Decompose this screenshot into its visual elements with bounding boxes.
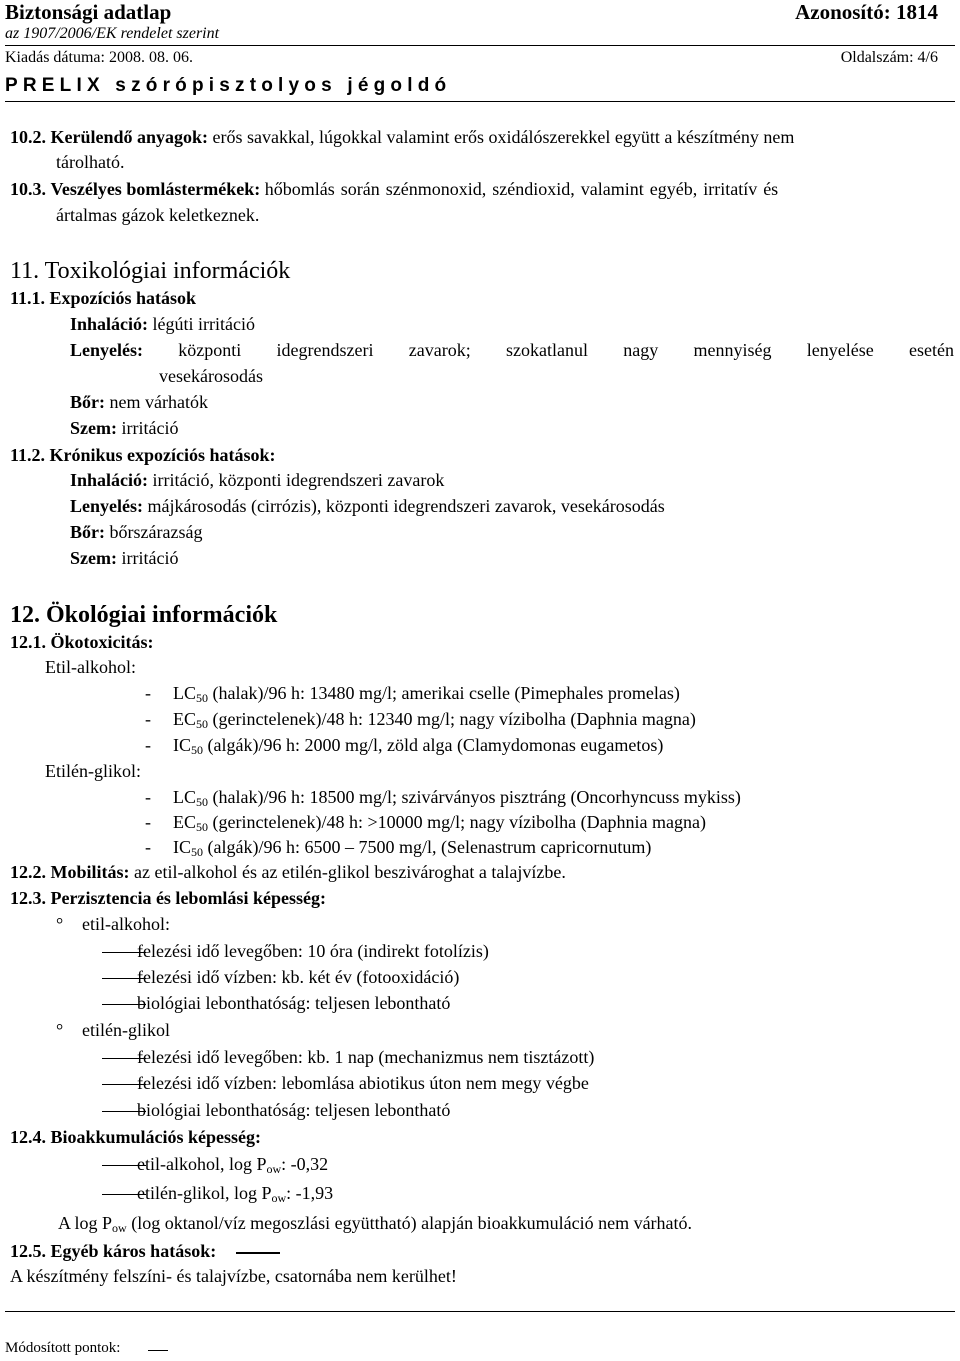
section-title: Kerülendő anyagok: bbox=[50, 127, 209, 147]
ethanol-item-ic50-text: $IC_{50}$ (algák)/96 h: 2000 mg/l, zöld alga (Clamydomonas eugametos) bbox=[173, 735, 664, 757]
regulation-reference: az 1907/2006/EK rendelet szerint bbox=[5, 25, 220, 42]
row-label: Bőr: bbox=[70, 392, 105, 412]
persistence-ethanol-item: felezési idő levegőben: 10 óra (indirekt fotolízis) bbox=[137, 941, 489, 961]
section-11-heading: 11. Toxikológiai információk bbox=[10, 258, 291, 284]
persistence-ethanol-item: felezési idő vízben: kb. két év (fotooxidáció) bbox=[137, 967, 460, 987]
glycol-item-ic50: - bbox=[145, 837, 151, 857]
row-word: lenyelése bbox=[806, 340, 874, 360]
section-10-2 bbox=[10, 128, 794, 146]
ethylene-glycol-label: Etilén-glikol: bbox=[45, 761, 141, 781]
bioaccumulation-ethanol: etil-alkohol, $\log P_{ow}$: -0,32 bbox=[137, 1154, 329, 1176]
ethanol-label: Etil-alkohol: bbox=[45, 657, 136, 677]
dash-bullet bbox=[236, 1252, 280, 1254]
degree-bullet: ° bbox=[56, 1020, 64, 1040]
row-word: esetén bbox=[908, 340, 954, 360]
ethanol-item-ec50: - bbox=[145, 709, 151, 729]
product-name: PRELIX szórópisztolyos jégoldó bbox=[5, 75, 452, 96]
row-word: központi bbox=[178, 340, 242, 360]
glycol-item-ec50-text: $EC_{50}$ (gerinctelenek)/48 h: >10000 mg/l; nagy vízibolha (Daphnia magna) bbox=[173, 812, 707, 834]
ingestion-continuation: vesekárosodás bbox=[159, 366, 263, 386]
row-value: légúti irritáció bbox=[152, 314, 255, 334]
row-word: mennyiség bbox=[693, 340, 772, 360]
dash-bullet bbox=[148, 1350, 168, 1351]
section-title: Veszélyes bomlástermékek: bbox=[50, 179, 261, 199]
section-10-3 bbox=[10, 180, 954, 198]
skin-row bbox=[70, 393, 208, 411]
ethanol-item-lc50-text: $LC_{50}$ (halak)/96 h: 13480 mg/l; amerikai cselle (Pimephales promelas) bbox=[173, 683, 680, 705]
header-divider bbox=[5, 45, 955, 46]
section-10-3-continuation: ártalmas gázok keletkeznek. bbox=[56, 205, 260, 225]
glycol-item-lc50: - bbox=[145, 787, 151, 807]
section-12-5-text: A készítmény felszíni- és talajvízbe, csatornába nem kerülhet! bbox=[10, 1266, 457, 1286]
ethanol-item-lc50: - bbox=[145, 683, 151, 703]
row-word: zavarok; bbox=[408, 340, 471, 360]
row-value: irritáció bbox=[121, 418, 179, 438]
degree-bullet: ° bbox=[56, 914, 64, 934]
glycol-item-lc50-text: $LC_{50}$ (halak)/96 h: 18500 mg/l; szivárványos pisztráng (Oncorhyncuss mykiss) bbox=[173, 787, 741, 809]
bioaccumulation-note: A $\log P_{ow}$ (log oktanol/víz megoszlási együttható) alapján bioakkumuláció nem várható. bbox=[58, 1213, 693, 1235]
persistence-glycol-label: etilén-glikol bbox=[82, 1020, 170, 1040]
section-text: hőbomlás során szénmonoxid, széndioxid, valamint egyéb, irritatív és bbox=[264, 179, 779, 199]
row-word: szokatlanul bbox=[505, 340, 588, 360]
section-text: az etil-alkohol és az etilén-glikol beszivároghat a talajvízbe. bbox=[134, 862, 566, 882]
document-title: Biztonsági adatlap bbox=[5, 0, 172, 24]
row-label: Szem: bbox=[70, 548, 117, 568]
row-value: irritáció, központi idegrendszeri zavarok bbox=[152, 470, 445, 490]
section-12-heading: 12. Ökológiai információk bbox=[10, 602, 278, 628]
row-word: nagy bbox=[623, 340, 659, 360]
section-12-5-heading: 12.5. Egyéb káros hatások: bbox=[10, 1241, 217, 1261]
row-value: bőrszárazság bbox=[109, 522, 203, 542]
section-number: 10.2. bbox=[10, 127, 46, 147]
page-number: Oldalszám: 4/6 bbox=[840, 49, 938, 66]
section-12-3-heading: 12.3. Perzisztencia és lebomlási képesség: bbox=[10, 888, 326, 908]
eye-row bbox=[70, 419, 178, 437]
ethanol-item-ec50-text: $EC_{50}$ (gerinctelenek)/48 h: 12340 mg/l; nagy vízibolha (Daphnia magna) bbox=[173, 709, 696, 731]
row-label: Bőr: bbox=[70, 522, 105, 542]
footer-divider bbox=[5, 1311, 955, 1312]
persistence-glycol-item: felezési idő levegőben: kb. 1 nap (mechanizmus nem tisztázott) bbox=[137, 1047, 595, 1067]
row-label: Inhaláció: bbox=[70, 314, 149, 334]
persistence-glycol-item: felezési idő vízben: lebomlása abiotikus úton nem megy végbe bbox=[137, 1073, 589, 1093]
ingestion-row bbox=[70, 341, 954, 359]
persistence-ethanol-item: biológiai lebonthatóság: teljesen lebontható bbox=[137, 993, 451, 1013]
section-number: 12.2. bbox=[10, 862, 46, 882]
modified-points-label: Módosított pontok: bbox=[5, 1340, 121, 1356]
section-11-2-heading: 11.2. Krónikus expozíciós hatások: bbox=[10, 445, 276, 465]
section-11-1-heading: 11.1. Expozíciós hatások bbox=[10, 288, 197, 308]
row-value: májkárosodás (cirrózis), központi idegrendszeri zavarok, vesekárosodás bbox=[147, 496, 665, 516]
row-value: nem várhatók bbox=[109, 392, 208, 412]
section-number: 10.3. bbox=[10, 179, 46, 199]
row-label: Lenyelés: bbox=[70, 496, 143, 516]
section-10-2-continuation: tárolható. bbox=[56, 152, 125, 172]
chronic-skin-row bbox=[70, 523, 202, 541]
document-id: Azonosító: 1814 bbox=[795, 0, 938, 24]
issue-date: Kiadás dátuma: 2008. 08. 06. bbox=[5, 49, 193, 66]
ethanol-item-ic50: - bbox=[145, 735, 151, 755]
chronic-eye-row bbox=[70, 549, 178, 567]
glycol-item-ic50-text: $IC_{50}$ (algák)/96 h: 6500 – 7500 mg/l, (Selenastrum capricornutum) bbox=[173, 837, 652, 859]
row-value: irritáció bbox=[121, 548, 179, 568]
section-12-4-heading: 12.4. Bioakkumulációs képesség: bbox=[10, 1127, 262, 1147]
chronic-inhalation-row bbox=[70, 471, 444, 489]
row-label: Inhaláció: bbox=[70, 470, 149, 490]
section-title: Mobilitás: bbox=[50, 862, 130, 882]
bioaccumulation-glycol: etilén-glikol, $\log P_{ow}$: -1,93 bbox=[137, 1183, 334, 1205]
row-label: Lenyelés: bbox=[70, 340, 143, 360]
row-label: Szem: bbox=[70, 418, 117, 438]
glycol-item-ec50: - bbox=[145, 812, 151, 832]
persistence-glycol-item: biológiai lebonthatóság: teljesen lebontható bbox=[137, 1100, 451, 1120]
chronic-ingestion-row bbox=[70, 497, 665, 515]
persistence-ethanol-label: etil-alkohol: bbox=[82, 914, 170, 934]
section-12-1-heading: 12.1. Ökotoxicitás: bbox=[10, 632, 154, 652]
section-text: erős savakkal, lúgokkal valamint erős oxidálószerekkel együtt a készítmény nem bbox=[212, 127, 795, 147]
row-word: idegrendszeri bbox=[276, 340, 374, 360]
header-divider-bottom bbox=[5, 101, 955, 102]
section-12-2 bbox=[10, 863, 566, 881]
inhalation-row bbox=[70, 315, 255, 333]
